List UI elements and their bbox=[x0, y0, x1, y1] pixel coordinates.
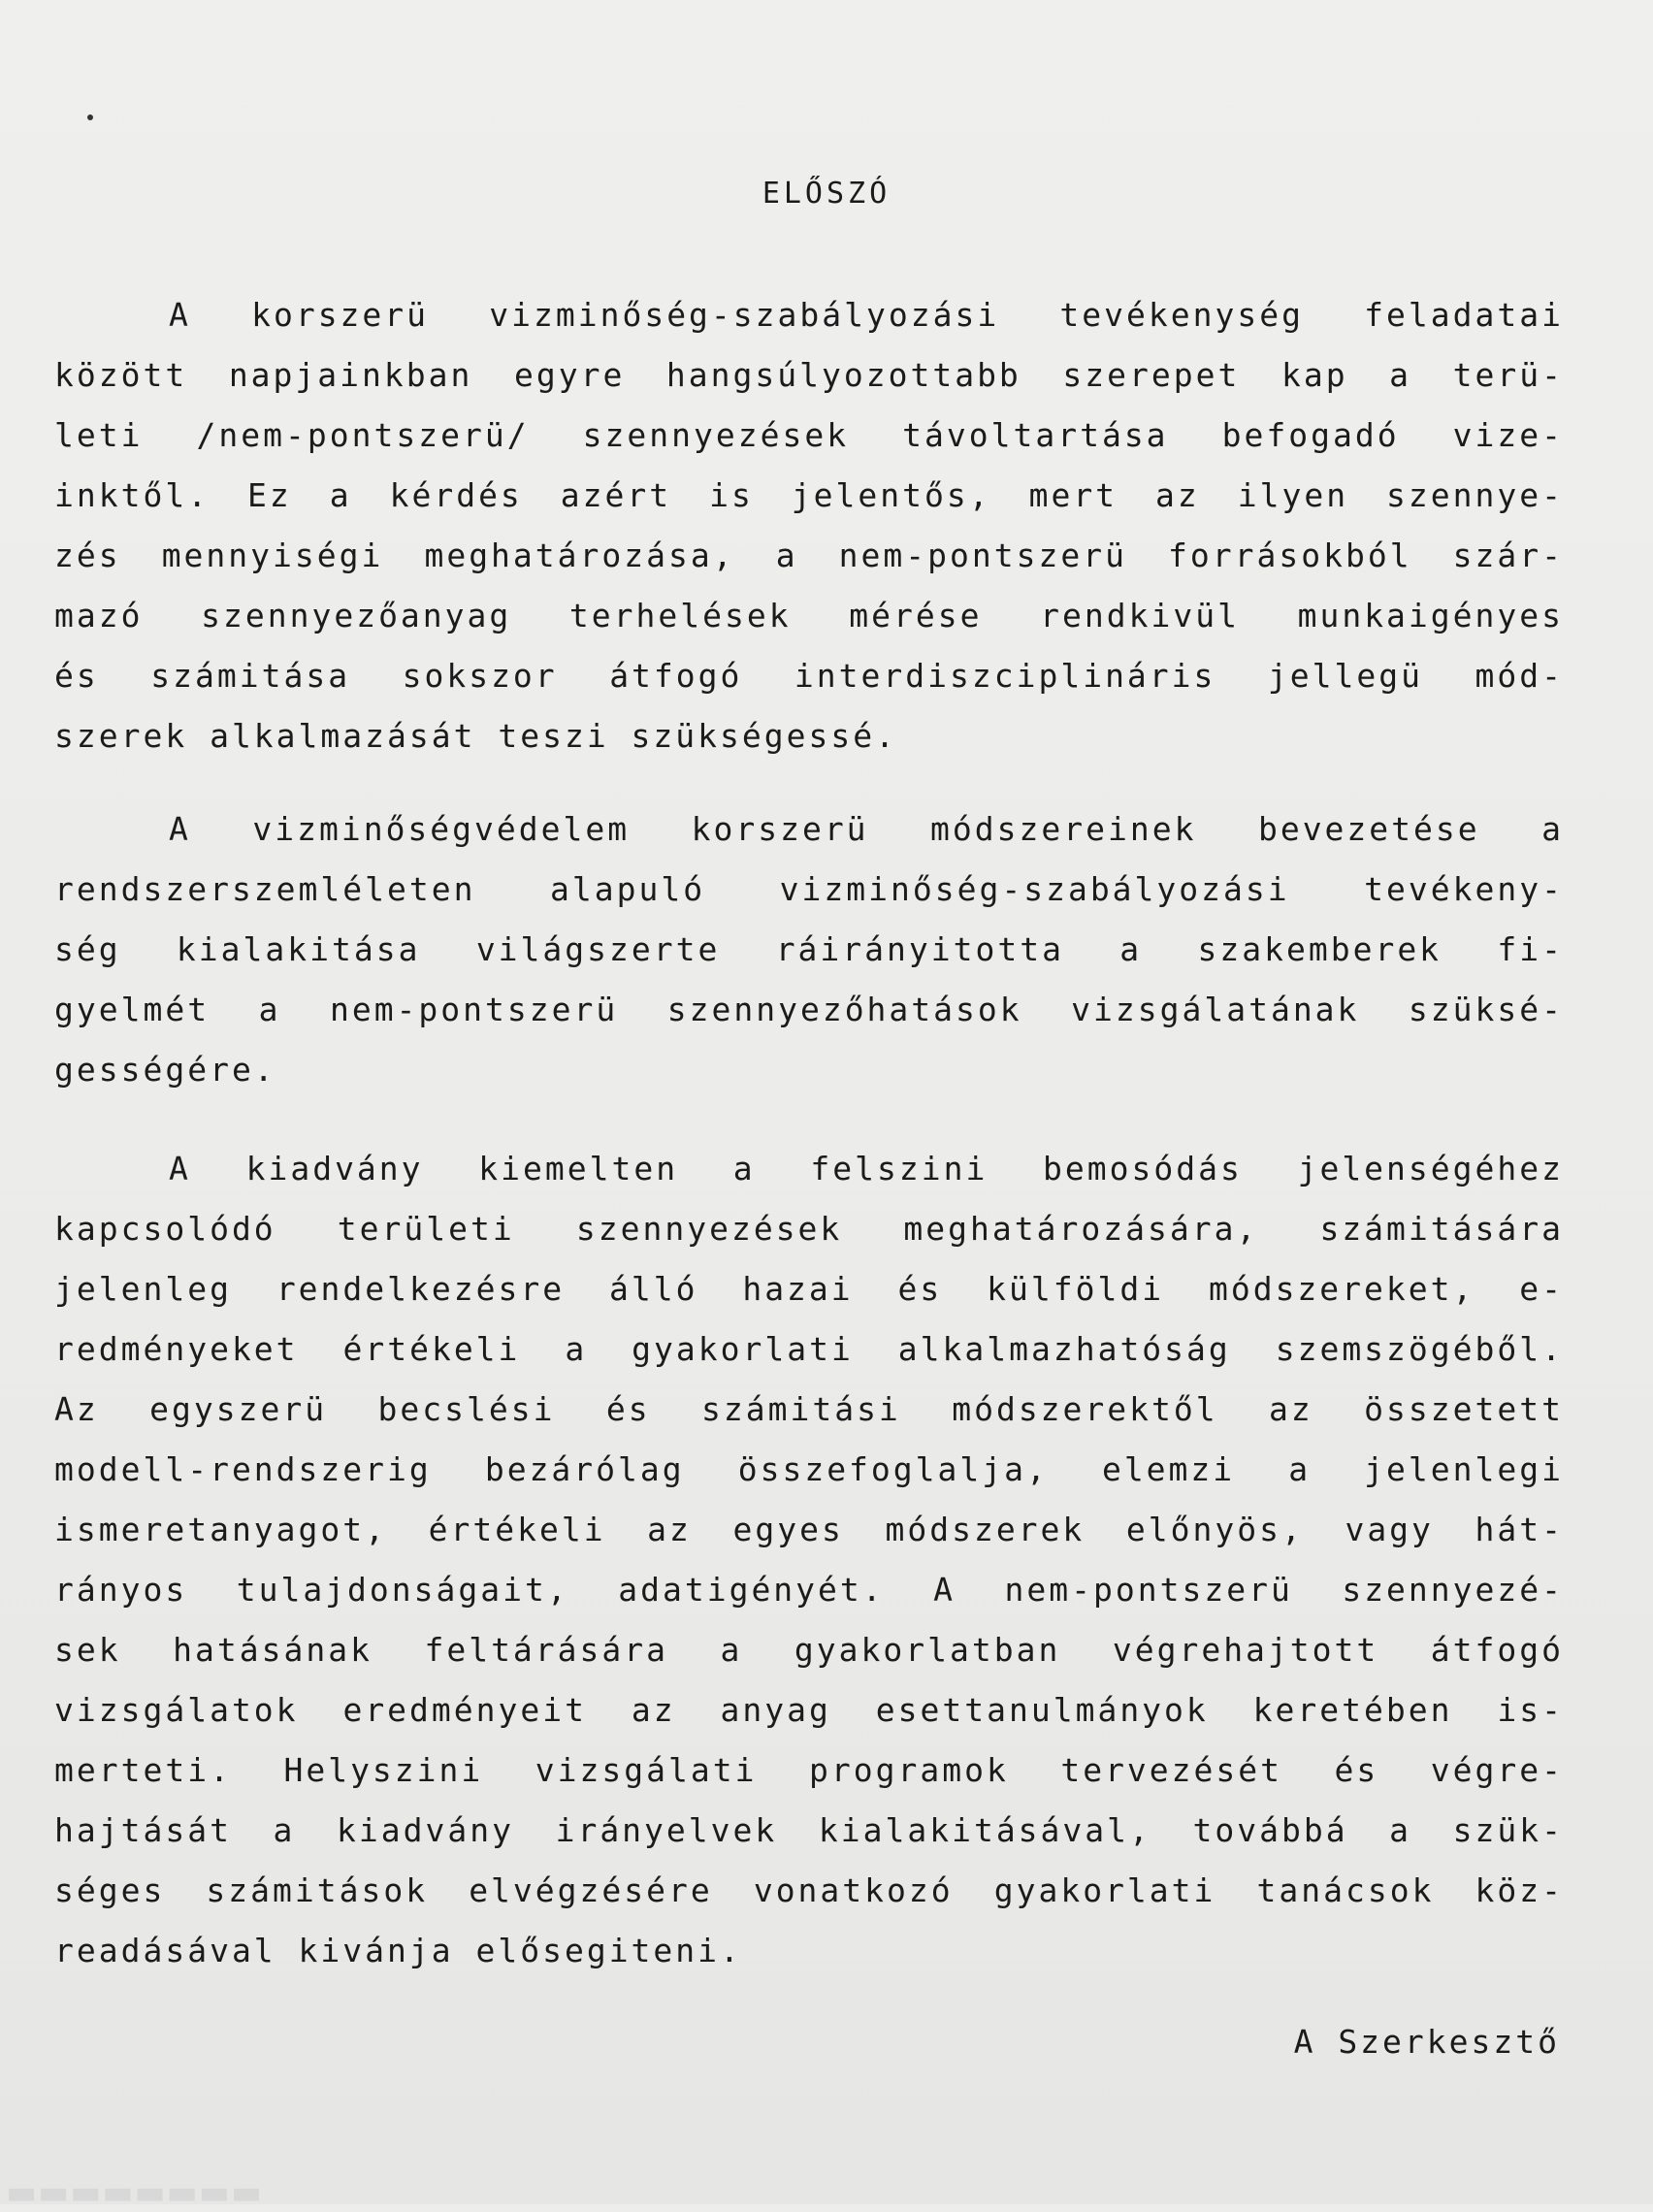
stray-dot bbox=[87, 114, 93, 120]
paragraph-line: vizsgálatok eredményeit az anyag esettanulmányok keretében is- bbox=[54, 1691, 1564, 1729]
watermark-fragment bbox=[0, 2173, 369, 2212]
paragraph-line: zés mennyiségi meghatározása, a nem-pontszerü forrásokból szár- bbox=[54, 537, 1564, 574]
paragraph-line: hajtását a kiadvány irányelvek kialakitásával, továbbá a szük- bbox=[54, 1811, 1564, 1849]
paragraph-line: gességére. bbox=[54, 1051, 276, 1089]
paragraph-line: A vizminőségvédelem korszerü módszereinek bevezetése a bbox=[169, 810, 1564, 848]
paragraph-line: leti /nem-pontszerü/ szennyezések távoltartása befogadó vize- bbox=[54, 416, 1564, 454]
paragraph-line: szerek alkalmazását teszi szükségessé. bbox=[54, 717, 897, 755]
paragraph-line: séges számitások elvégzésére vonatkozó gyakorlati tanácsok köz- bbox=[54, 1871, 1564, 1909]
signature: A Szerkesztő bbox=[1293, 2023, 1560, 2061]
watermark-shape: ▬▬▬▬▬▬▬▬ bbox=[6, 2173, 263, 2212]
paragraph-line: A korszerü vizminőség-szabályozási tevékenység feladatai bbox=[169, 296, 1564, 334]
paragraph-line: A kiadvány kiemelten a felszini bemosódás jelenségéhez bbox=[169, 1150, 1564, 1187]
paragraph-line: között napjainkban egyre hangsúlyozottabb szerepet kap a terü- bbox=[54, 356, 1564, 394]
paragraph-line: ismeretanyagot, értékeli az egyes módszerek előnyös, vagy hát- bbox=[54, 1511, 1564, 1548]
paragraph-line: modell-rendszerig bezárólag összefoglalja, elemzi a jelenlegi bbox=[54, 1450, 1564, 1488]
paragraph-3 bbox=[54, 1139, 1564, 1981]
paragraph-line: és számitása sokszor átfogó interdiszciplináris jellegü mód- bbox=[54, 657, 1564, 695]
paragraph-line: redményeket értékeli a gyakorlati alkalmazhatóság szemszögéből. bbox=[54, 1330, 1564, 1368]
paragraph-line: rendszerszemléleten alapuló vizminőség-szabályozási tevékeny- bbox=[54, 870, 1564, 908]
paragraph-line: Az egyszerü becslési és számitási módszerektől az összetett bbox=[54, 1390, 1564, 1428]
paragraph-line: kapcsolódó területi szennyezések meghatározására, számitására bbox=[54, 1210, 1564, 1248]
paragraph-1 bbox=[54, 285, 1564, 766]
paragraph-line: inktől. Ez a kérdés azért is jelentős, mert az ilyen szennye- bbox=[54, 476, 1564, 514]
paragraph-2 bbox=[54, 799, 1564, 1100]
paragraph-line: merteti. Helyszini vizsgálati programok tervezését és végre- bbox=[54, 1751, 1564, 1789]
page-title: ELŐSZÓ bbox=[762, 177, 891, 211]
paragraph-line: gyelmét a nem-pontszerü szennyezőhatások vizsgálatának szüksé- bbox=[54, 991, 1564, 1028]
paragraph-line: ség kialakitása világszerte ráirányitotta a szakemberek fi- bbox=[54, 930, 1564, 968]
paragraph-line: mazó szennyezőanyag terhelések mérése rendkivül munkaigényes bbox=[54, 597, 1564, 634]
paragraph-line: sek hatásának feltárására a gyakorlatban végrehajtott átfogó bbox=[54, 1631, 1564, 1669]
paragraph-line: rányos tulajdonságait, adatigényét. A nem-pontszerü szennyezé- bbox=[54, 1571, 1564, 1609]
paragraph-line: jelenleg rendelkezésre álló hazai és külföldi módszereket, e- bbox=[54, 1270, 1564, 1308]
paragraph-line: readásával kivánja elősegiteni. bbox=[54, 1932, 742, 1969]
